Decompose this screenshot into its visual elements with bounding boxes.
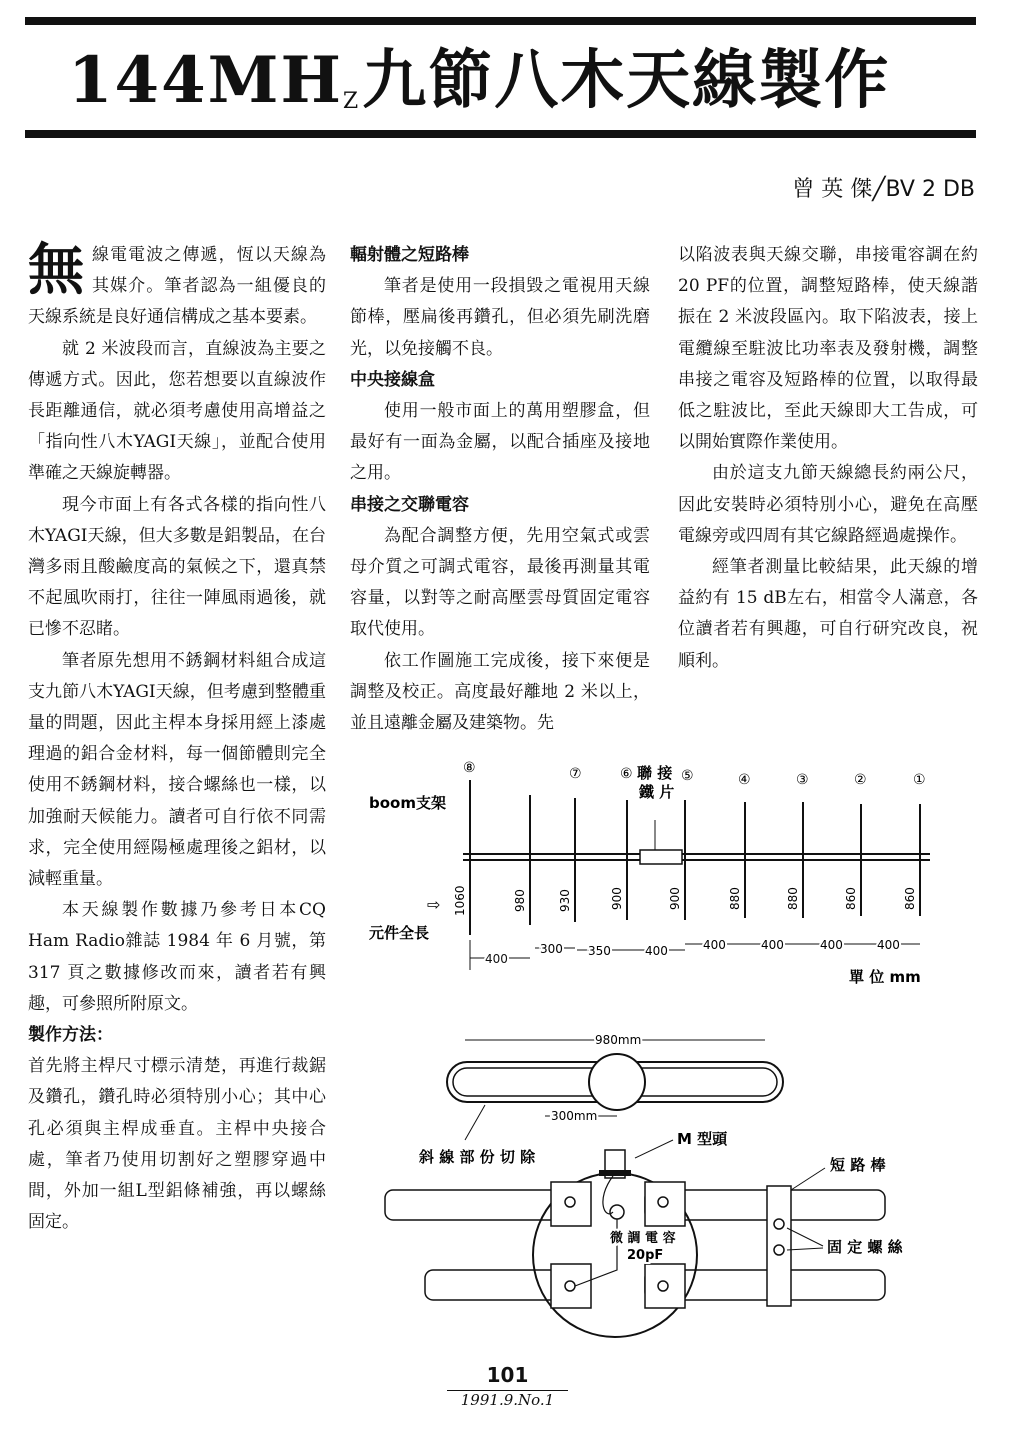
cut-label: 斜 線 部 份 切 除: [419, 1148, 536, 1166]
paragraph: 就 2 米波段而言，直線波為主要之傳遞方式。因此，您若想要以直線波作長距離通信，就必須考慮使用高增益之「指向性八木YAGI天線」，並配合使用準確之天線旋轉器。: [28, 338, 326, 484]
leader-line: [465, 1105, 485, 1140]
issue-label: 1991.9.No.1: [447, 1390, 568, 1409]
paragraph: 依工作圖施工完成後，接下來便是調整及校正。高度最好離地 2 米以上，並且遠離金屬及建築物。先: [350, 650, 650, 734]
joint-plate: [640, 850, 682, 864]
page-number: 101: [486, 1363, 529, 1387]
column-3: [678, 240, 978, 677]
paragraph: 本天線製作數據乃參考日本CQ Ham Radio雜誌 1984 年 6 月號，第 317 頁之數據修改而來，讀者若有興趣，可參照所附原文。: [28, 900, 326, 1014]
shorting-bar: [767, 1186, 791, 1306]
element-length-label: 880: [786, 887, 800, 910]
shorting-bar-label: 短 路 棒: [830, 1156, 886, 1174]
leader-line: [787, 1228, 823, 1246]
element-number-label: ③: [796, 772, 809, 788]
intro-paragraph: 無線電電波之傳遞，恆以天線為其媒介。筆者認為一組優良的天線系統是良好通信構成之基本要素。: [28, 237, 326, 328]
top-rule: [25, 17, 976, 25]
element-length-label: 860: [903, 887, 917, 910]
spacing-label: 400: [485, 952, 508, 966]
paragraph: 筆者原先想用不銹鋼材料組合成這支九節八木YAGI天線，但考慮到整體重量的問題，因此主桿本身採用經上漆處理過的鋁合金材料，每一個節體則完全使用不銹鋼材料，接合螺絲也一樣，以加強耐天候能力。讀者可自行依不同需求，完全使用經陽極處理後之鋁材，以減輕重量。: [28, 650, 326, 890]
boom-label: boom支架: [369, 794, 446, 812]
paragraph: 使用一般市面上的萬用塑膠盒，但最好有一面為金屬，以配合插座及接地之用。: [350, 401, 650, 484]
element-number-label: ⑤: [681, 768, 694, 784]
arrow-icon: ⇨: [427, 895, 441, 914]
element-number-label: ⑧: [463, 760, 476, 776]
joint-label: 鐵 片: [639, 783, 675, 801]
paragraph: 首先將主桿尺寸標示清楚，再進行裁鋸及鑽孔，鑽孔時必須特別小心；其中心孔必須與主桿成垂直。主桿中央接合處，筆者乃使用切割好之塑膠穿過中間，外加一組L型鋁條補強，再以螺絲固定。: [28, 1056, 326, 1233]
paragraph: 現今市面上有各式各樣的指向性八木YAGI天線，但大多數是鋁製品，在台灣多雨且酸鹼度高的氣候之下，還真禁不起風吹雨打，往往一陣風雨過後，就已慘不忍睹。: [28, 494, 326, 640]
dipole-width-label: 980mm: [595, 1033, 642, 1047]
section-heading: 輻射體之短路棒: [350, 245, 469, 265]
m-connector-nut: [599, 1170, 631, 1176]
spacing-label: 400: [703, 938, 726, 952]
clamp-plate: [551, 1264, 591, 1308]
element-length-label: 980: [513, 889, 527, 912]
title-rule: [25, 130, 976, 138]
paragraph: 以陷波表與天線交聯，串接電容調在約 20 PF的位置，調整短路棒，使天線諧振在 2 米波段區內。取下陷波表，接上電纜線至駐波比功率表及發射機，調整串接之電容及短路棒的位置，以取得最低之駐波比，至此天線即大工告成，可以開始實際作業使用。: [678, 245, 978, 453]
antenna-diagram-svg: [355, 750, 995, 1350]
element-length-label: 900: [610, 887, 624, 910]
page-footer: [0, 1362, 1015, 1409]
page-title: $144MH_Z$九節八木天線製作: [68, 43, 891, 118]
capacitor-label: 微 調 電 容: [610, 1231, 676, 1246]
element-number-label: ⑦: [569, 766, 582, 782]
leader-line: [787, 1248, 823, 1250]
clamp-plate: [645, 1264, 685, 1308]
antenna-diagram: [355, 750, 995, 1350]
screw-label: 固 定 螺 絲: [827, 1238, 903, 1256]
column-2: [350, 240, 650, 739]
clamp-plate: [645, 1182, 685, 1226]
element-length-label: 930: [558, 889, 572, 912]
paragraph: 經筆者測量比較結果，此天線的增益約有 15 dB左右，相當令人滿意，各位讀者若有興趣，可自行研究改良，祝順利。: [678, 557, 978, 671]
section-heading: 中央接線盒: [350, 369, 435, 390]
dipole-gap-label: 300mm: [551, 1109, 598, 1123]
element-tube: [385, 1190, 565, 1220]
spacing-label: 400: [877, 938, 900, 952]
paragraph: 由於這支九節天線總長約兩公尺，因此安裝時必須特別小心，避免在高壓電線旁或四周有其它線路經過處操作。: [678, 463, 978, 546]
length-label: 元件全長: [369, 924, 430, 942]
leader-line: [791, 1168, 825, 1190]
spacing-label: 400: [761, 938, 784, 952]
element-number-label: ④: [738, 772, 751, 788]
element-number-label: ⑥: [620, 766, 633, 782]
drop-cap: 無: [28, 237, 84, 303]
feed-point-box: [589, 1054, 645, 1110]
spacing-label: 400: [820, 938, 843, 952]
element-length-label: 860: [844, 887, 858, 910]
clamp-plate: [551, 1182, 591, 1226]
unit-label: 單 位 mm: [849, 968, 921, 986]
element-number-label: ①: [913, 772, 926, 788]
capacitor-value-label: 20pF: [627, 1248, 664, 1263]
joint-label: 聯 接: [637, 764, 673, 782]
section-heading: 製作方法：: [28, 1025, 113, 1046]
spacing-label: 300: [540, 942, 563, 956]
leader-line: [635, 1140, 673, 1158]
section-heading: 串接之交聯電容: [350, 494, 469, 515]
author-byline: 曾 英 傑╱BV 2 DB: [792, 177, 975, 202]
element-length-label: 1060: [453, 885, 467, 916]
trimmer-capacitor-icon: [610, 1205, 624, 1219]
element-length-label: 880: [728, 887, 742, 910]
element-length-label: 900: [668, 887, 682, 910]
paragraph: 筆者是使用一段損毀之電視用天線節棒，壓扁後再鑽孔，但必須先刷洗磨光，以免接觸不良。: [350, 276, 650, 359]
spacing-label: 400: [645, 944, 668, 958]
paragraph: 為配合調整方便，先用空氣式或雲母介質之可調式電容，最後再測量其電容量，以對等之耐高壓雲母質固定電容取代使用。: [350, 525, 650, 640]
column-1: [28, 237, 326, 1239]
connector-label: M 型頭: [677, 1130, 728, 1148]
element-number-label: ②: [854, 772, 867, 788]
spacing-label: 350: [588, 944, 611, 958]
